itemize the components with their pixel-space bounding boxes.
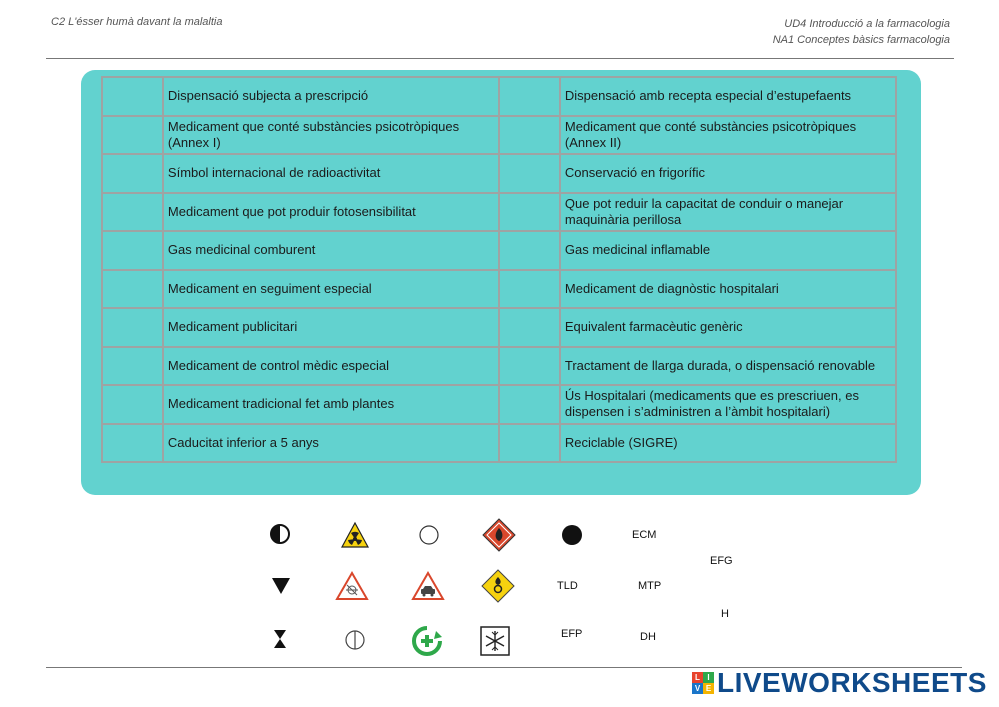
description-cell: Que pot reduir la capacitat de conduir o manejar maquinària perillosa	[560, 193, 896, 232]
abbr-ecm[interactable]: ECM	[632, 529, 657, 541]
table-row	[102, 385, 896, 424]
description-cell: Medicament de control mèdic especial	[163, 347, 499, 386]
drop-cell[interactable]	[499, 347, 560, 386]
description-cell: Reciclable (SIGRE)	[560, 424, 896, 463]
abbr-tld[interactable]: TLD	[557, 580, 578, 592]
abbr-efp[interactable]: EFP	[561, 628, 583, 640]
liveworksheets-logo-icon	[692, 672, 714, 694]
header-course: C2 L'ésser humà davant la malaltia	[51, 16, 223, 28]
empty-circle-icon[interactable]	[417, 523, 441, 547]
flammable-gas-icon[interactable]	[482, 518, 516, 552]
logo-letter-l: L	[692, 672, 703, 683]
description-cell: Símbol internacional de radioactivitat	[163, 154, 499, 193]
table-row	[102, 308, 896, 347]
liveworksheets-brand-text: LIVEWORKSHEETS	[717, 667, 987, 698]
driving-warning-icon[interactable]	[410, 570, 446, 602]
drop-cell[interactable]	[499, 424, 560, 463]
drop-cell[interactable]	[102, 193, 163, 232]
abbr-dh[interactable]: DH	[640, 631, 656, 643]
circle-vertical-line-icon[interactable]	[343, 628, 367, 652]
oxidizing-gas-icon[interactable]	[480, 568, 516, 604]
description-cell: Conservació en frigorífic	[560, 154, 896, 193]
refrigeration-icon[interactable]	[479, 625, 511, 657]
table-row	[102, 231, 896, 270]
description-cell: Caducitat inferior a 5 anys	[163, 424, 499, 463]
table-row	[102, 116, 896, 155]
header-divider	[46, 58, 954, 59]
table-row	[102, 193, 896, 232]
header-unit-title: UD4 Introducció a la farmacologia	[784, 18, 950, 30]
liveworksheets-logo[interactable]	[692, 668, 987, 698]
description-cell: Medicament de diagnòstic hospitalari	[560, 270, 896, 309]
header-unit-subtitle: NA1 Conceptes bàsics farmacologia	[772, 34, 950, 46]
drop-cell[interactable]	[102, 385, 163, 424]
filled-circle-icon[interactable]	[560, 523, 584, 547]
drop-cell[interactable]	[102, 347, 163, 386]
table-row	[102, 154, 896, 193]
radioactivity-icon[interactable]	[340, 520, 370, 550]
table-row	[102, 424, 896, 463]
description-cell: Medicament que pot produir fotosensibilitat	[163, 193, 499, 232]
drop-cell[interactable]	[499, 385, 560, 424]
sigre-recycle-icon[interactable]	[409, 624, 445, 658]
black-triangle-icon[interactable]	[270, 575, 292, 597]
matching-table	[101, 76, 897, 463]
photosensitivity-icon[interactable]	[334, 570, 370, 602]
drop-cell[interactable]	[102, 231, 163, 270]
description-cell: Gas medicinal inflamable	[560, 231, 896, 270]
description-cell: Gas medicinal comburent	[163, 231, 499, 270]
description-cell: Medicament en seguiment especial	[163, 270, 499, 309]
drop-cell[interactable]	[499, 193, 560, 232]
drop-cell[interactable]	[102, 270, 163, 309]
drop-cell[interactable]	[102, 154, 163, 193]
description-cell: Medicament que conté substàncies psicotròpiques (Annex I)	[163, 116, 499, 155]
drop-cell[interactable]	[102, 77, 163, 116]
description-cell: Equivalent farmacèutic genèric	[560, 308, 896, 347]
description-cell: Ús Hospitalari (medicaments que es prescriuen, es dispensen i s’administren a l’àmbit hospitalari)	[560, 385, 896, 424]
header-unit	[773, 16, 950, 48]
logo-letter-e: E	[703, 683, 714, 694]
drop-cell[interactable]	[102, 116, 163, 155]
hourglass-icon[interactable]	[270, 628, 290, 650]
logo-letter-v: V	[692, 683, 703, 694]
description-cell: Medicament que conté substàncies psicotròpiques (Annex II)	[560, 116, 896, 155]
drop-cell[interactable]	[499, 154, 560, 193]
drop-cell[interactable]	[499, 308, 560, 347]
drop-cell[interactable]	[499, 231, 560, 270]
drop-cell[interactable]	[499, 77, 560, 116]
drop-cell[interactable]	[499, 116, 560, 155]
table-row	[102, 77, 896, 116]
description-cell: Medicament tradicional fet amb plantes	[163, 385, 499, 424]
description-cell: Dispensació amb recepta especial d’estupefaents	[560, 77, 896, 116]
description-cell: Tractament de llarga durada, o dispensació renovable	[560, 347, 896, 386]
description-cell: Dispensació subjecta a prescripció	[163, 77, 499, 116]
half-circle-icon[interactable]	[268, 522, 292, 546]
table-row	[102, 347, 896, 386]
abbr-mtp[interactable]: MTP	[638, 580, 662, 592]
abbr-h[interactable]: H	[721, 608, 729, 620]
drop-cell[interactable]	[499, 270, 560, 309]
drop-cell[interactable]	[102, 424, 163, 463]
description-cell: Medicament publicitari	[163, 308, 499, 347]
logo-letter-i: I	[703, 672, 714, 683]
table-row	[102, 270, 896, 309]
drop-cell[interactable]	[102, 308, 163, 347]
abbr-efg[interactable]: EFG	[710, 555, 733, 567]
